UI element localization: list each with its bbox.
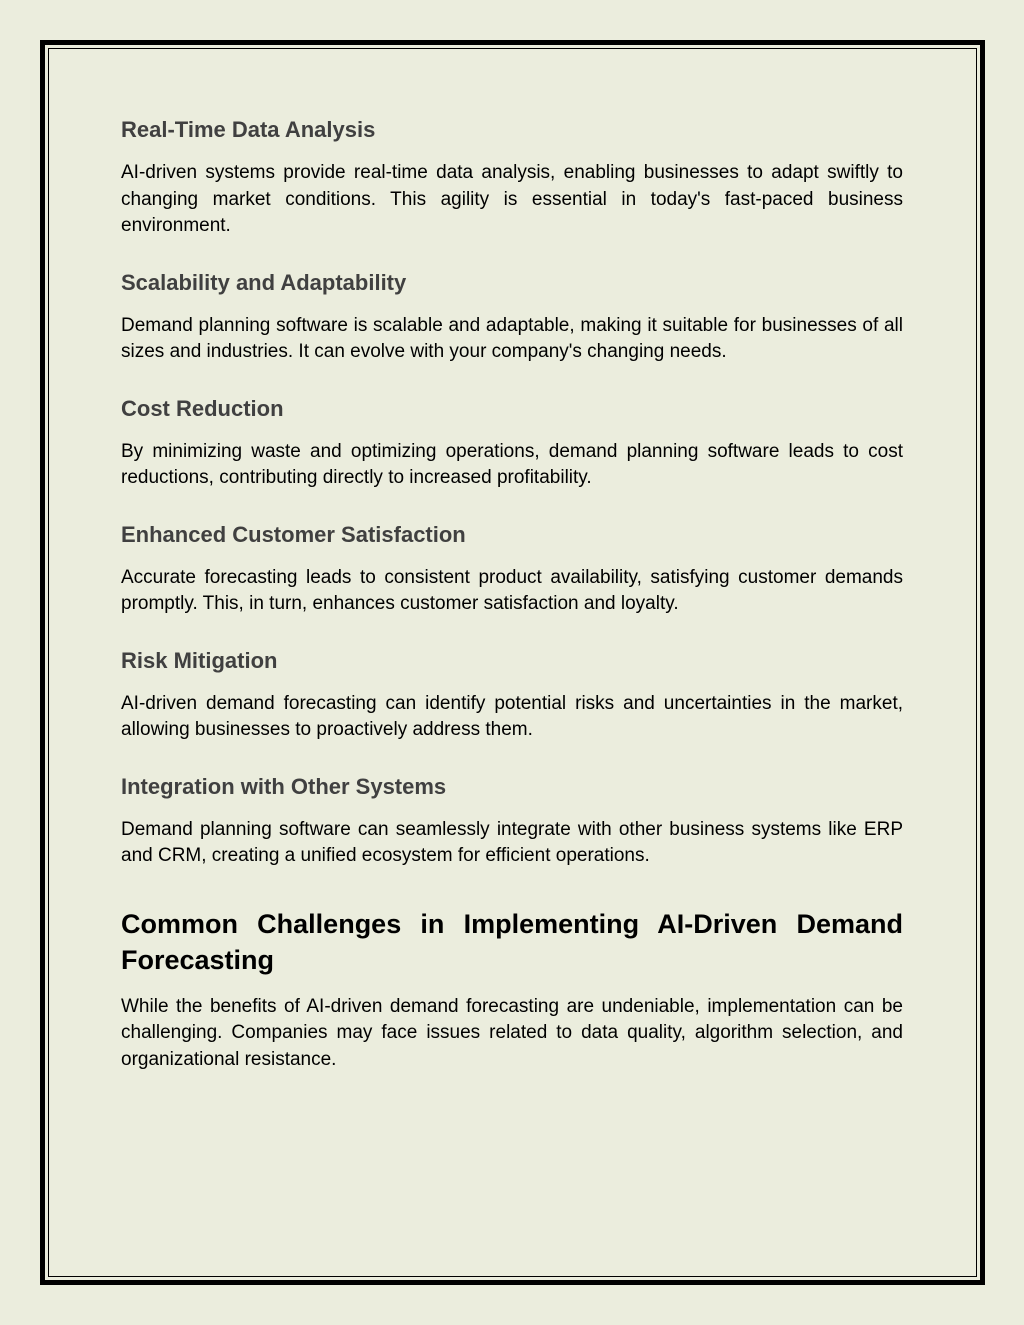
document-content — [121, 116, 903, 1073]
section-heading: Cost Reduction — [121, 395, 284, 421]
section-heading: Risk Mitigation — [121, 647, 278, 673]
section-heading: Enhanced Customer Satisfaction — [121, 521, 466, 547]
major-body: While the benefits of AI-driven demand forecasting are undeniable, implementation can be challenging. Companies may face issues related to data quality, algorithm selection, and organizational resistance. — [121, 995, 903, 1070]
section-body: AI-driven demand forecasting can identify potential risks and uncertainties in the market, allowing businesses to proactively address them. — [121, 692, 903, 740]
section-common-challenges — [121, 906, 903, 1074]
section-integration-with-other-systems — [121, 773, 903, 870]
section-risk-mitigation — [121, 647, 903, 744]
section-heading: Integration with Other Systems — [121, 773, 447, 799]
section-body: Demand planning software is scalable and adaptable, making it suitable for businesses of all sizes and industries. It can evolve with your company's changing needs. — [121, 314, 903, 362]
section-body: AI-driven systems provide real-time data analysis, enabling businesses to adapt swiftly to changing market conditions. This agility is essential in today's fast-paced business environment. — [121, 162, 903, 236]
section-heading: Real-Time Data Analysis — [121, 117, 376, 142]
section-body: Accurate forecasting leads to consistent product availability, satisfying customer demands promptly. This, in turn, enhances customer satisfaction and loyalty. — [121, 566, 903, 614]
section-body: Demand planning software can seamlessly integrate with other business systems like ERP and CRM, creating a unified ecosystem for efficient operations. — [121, 818, 903, 866]
section-cost-reduction — [121, 395, 903, 492]
section-enhanced-customer-satisfaction — [121, 521, 903, 618]
section-scalability-and-adaptability — [121, 269, 903, 366]
section-heading: Scalability and Adaptability — [121, 269, 407, 295]
section-body: By minimizing waste and optimizing operations, demand planning software leads to cost reductions, contributing directly to increased profitability. — [121, 440, 903, 488]
section-real-time-data-analysis — [121, 116, 903, 240]
major-heading: Common Challenges in Implementing AI-Driven Demand Forecasting — [121, 908, 903, 975]
